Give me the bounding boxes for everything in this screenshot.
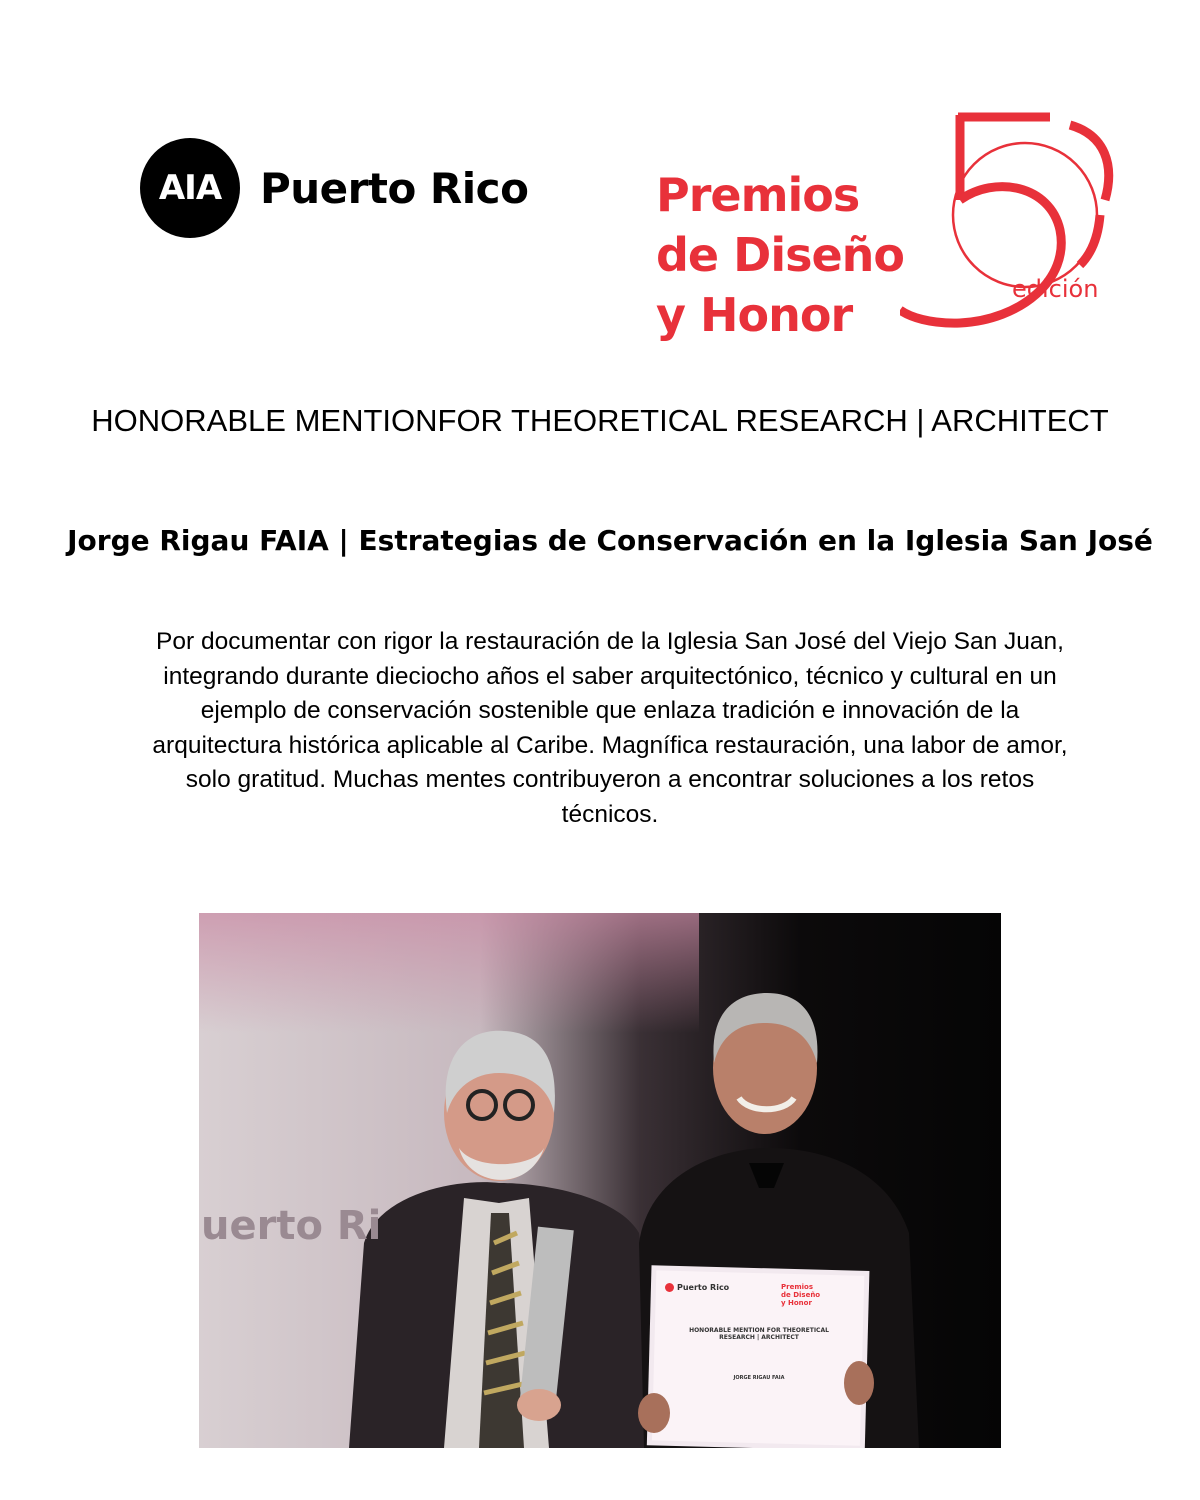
certificate-brand	[665, 1283, 729, 1292]
aia-logo-text: Puerto Rico	[260, 163, 529, 213]
premios-line-2: de Diseño	[656, 228, 905, 282]
certificate-aia-mark	[665, 1283, 674, 1292]
award-title: HONORABLE MENTIONFOR THEORETICAL RESEARCH | ARCHITECT	[91, 403, 1109, 438]
aia-circle-mark: AIA	[140, 138, 240, 238]
certificate-name: JORGE RIGAU FAIA	[733, 1375, 785, 1381]
backdrop-text: uerto Ri	[201, 1203, 382, 1249]
certificate-logo-line-2: de Diseño	[781, 1291, 821, 1299]
certificate-logo	[781, 1283, 820, 1307]
premios-title	[656, 165, 904, 345]
award-description: Por documentar con rigor la restauración de la Iglesia San José del Viejo San Juan, integrando durante dieciocho años el saber arquitectónico, técnico y cultural en un ejemplo de conservación sostenible que enlaza tradición e innovación de la arquitectura histórica aplicable al Caribe. Magnífica restauración, una labor de amor, solo gratitud. Muchas mentes contribuyeron a encontrar soluciones a los retos técnicos.	[152, 628, 1068, 828]
premios-line-1: Premios	[656, 168, 860, 222]
premios-line-3: y Honor	[656, 288, 853, 342]
certificate-brand-text: Puerto Rico	[677, 1283, 730, 1292]
recipient-heading: Jorge Rigau FAIA | Estrategias de Conservación en la Iglesia San José	[67, 524, 1153, 557]
premios-diseno-honor-logo	[650, 105, 1120, 350]
edition-label: edición	[1012, 275, 1099, 303]
award-ceremony-photo	[199, 913, 1001, 1448]
photo-illustration	[199, 913, 1001, 1448]
certificate-logo-line-3: y Honor	[781, 1299, 812, 1307]
certificate-title: HONORABLE MENTION FOR THEORETICAL RESEARCH | ARCHITECT	[689, 1327, 829, 1341]
certificate	[659, 1275, 859, 1440]
certificate-logo-line-1: Premios	[781, 1283, 813, 1291]
aia-puerto-rico-logo	[140, 138, 528, 238]
